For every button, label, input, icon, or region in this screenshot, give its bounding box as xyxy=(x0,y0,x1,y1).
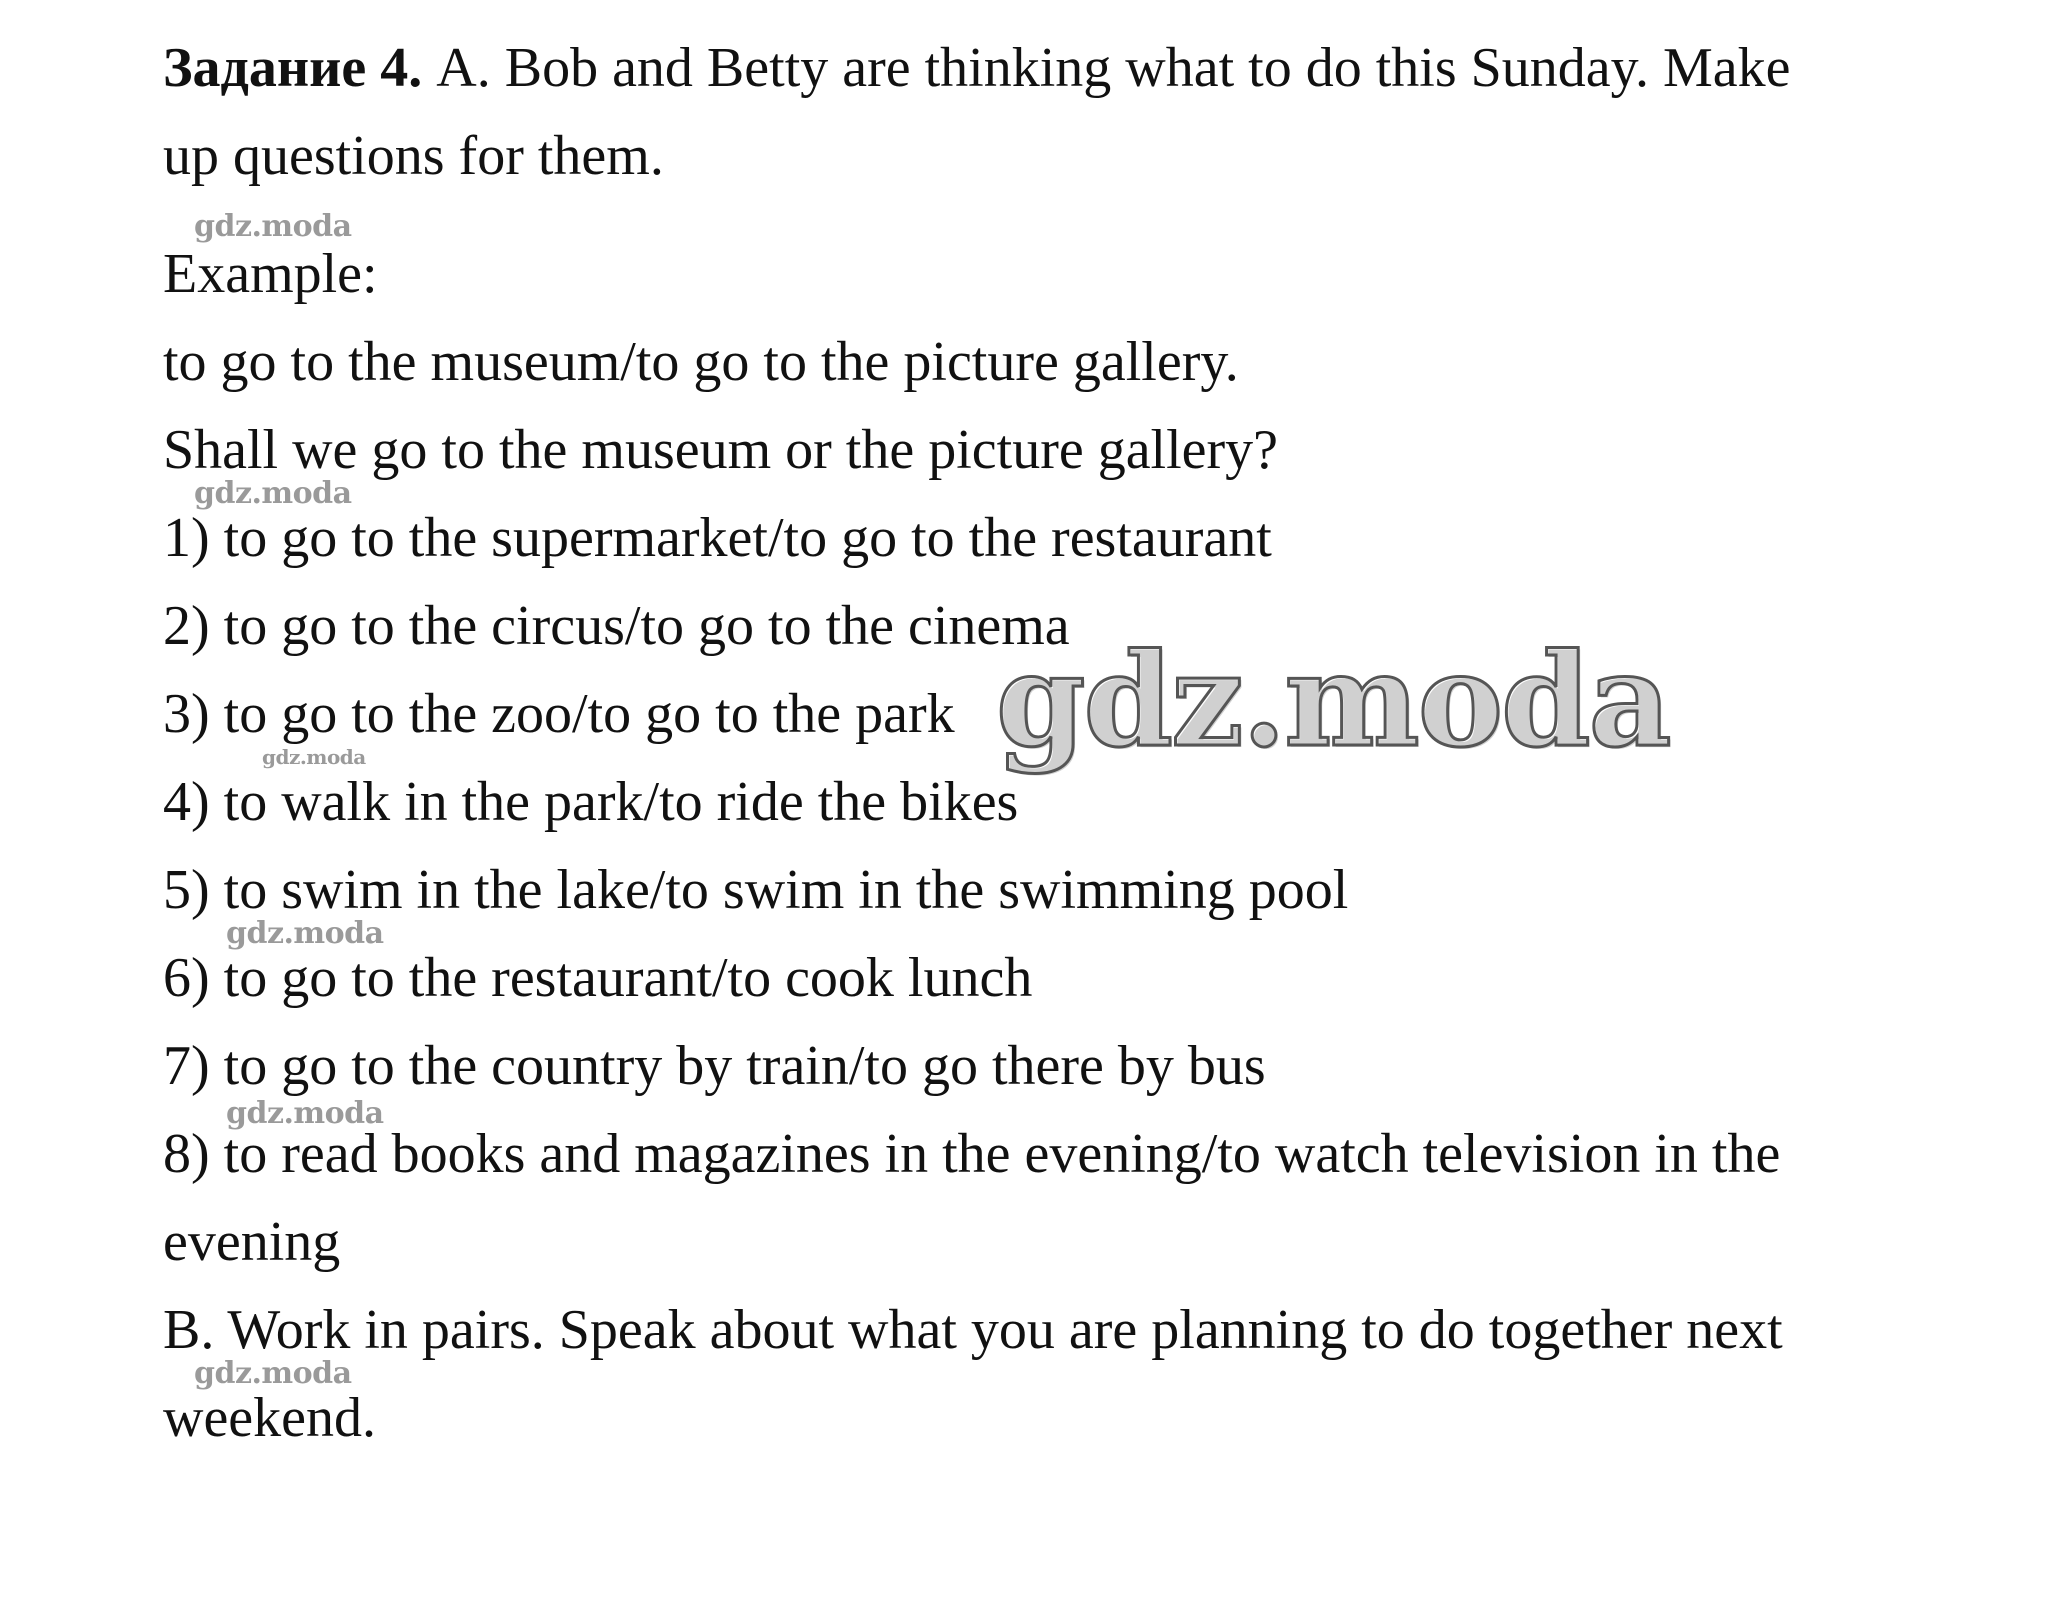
list-item-7: 7) to go to the country by train/to go there by bus xyxy=(163,1035,1266,1097)
list-item-8: 8) to read books and magazines in the evening/to watch television in the xyxy=(163,1123,1781,1185)
example-prompt: to go to the museum/to go to the picture gallery. xyxy=(163,331,1239,393)
list-item-1: 1) to go to the supermarket/to go to the restaurant xyxy=(163,507,1272,569)
list-item-8-continued: evening xyxy=(163,1211,341,1273)
list-item-5: 5) to swim in the lake/to swim in the swimming pool xyxy=(163,859,1349,921)
watermark-small: gdz.moda xyxy=(194,209,352,244)
watermark-small: gdz.moda xyxy=(226,916,384,951)
list-item-3: 3) to go to the zoo/to go to the park xyxy=(163,683,955,745)
task-number: Задание 4. xyxy=(163,37,423,99)
example-heading: Example: xyxy=(163,243,378,305)
list-item-6: 6) to go to the restaurant/to cook lunch xyxy=(163,947,1033,1009)
list-item-2: 2) to go to the circus/to go to the cinema xyxy=(163,595,1070,657)
task-intro-line-1 xyxy=(163,36,1790,100)
task-intro-line-2: up questions for them. xyxy=(163,125,664,187)
task-intro-text: A. Bob and Betty are thinking what to do this Sunday. Make xyxy=(436,37,1791,99)
watermark-small: gdz.moda xyxy=(194,1356,352,1391)
watermark-large: gdz.moda xyxy=(996,626,1670,776)
part-b-line-1: B. Work in pairs. Speak about what you are planning to do together next xyxy=(163,1299,1783,1361)
watermark-small: gdz.moda xyxy=(194,476,352,511)
part-b-line-2: weekend. xyxy=(163,1387,377,1449)
example-answer: Shall we go to the museum or the picture gallery? xyxy=(163,419,1279,481)
watermark-tiny: gdz.moda xyxy=(262,745,366,769)
watermark-small: gdz.moda xyxy=(226,1096,384,1131)
list-item-4: 4) to walk in the park/to ride the bikes xyxy=(163,771,1019,833)
